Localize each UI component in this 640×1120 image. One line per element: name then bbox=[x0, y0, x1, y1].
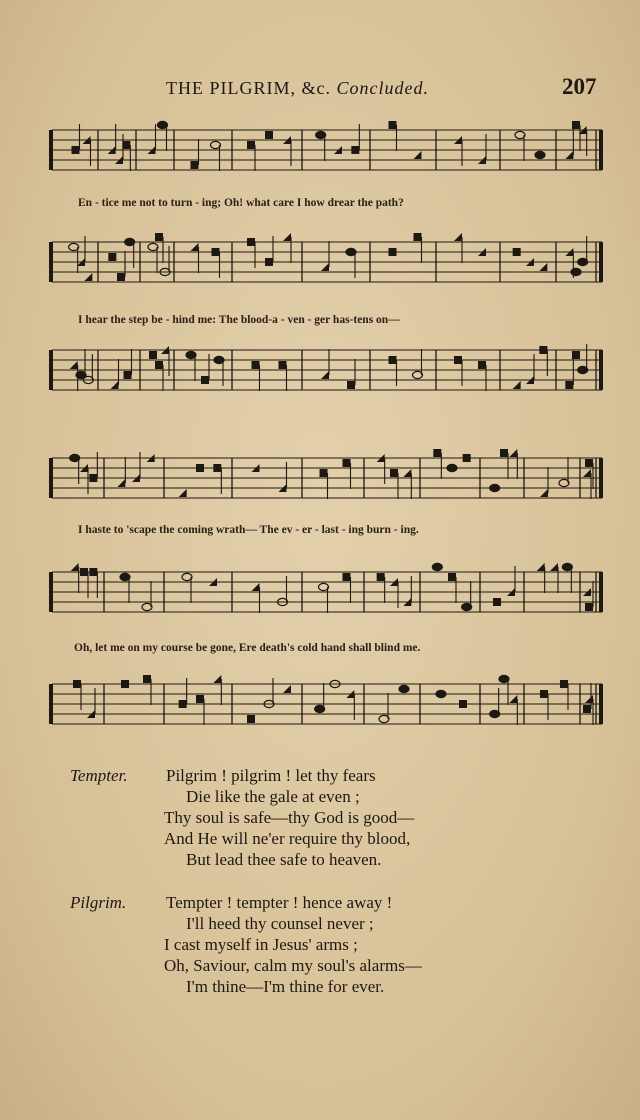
music-note bbox=[179, 700, 187, 708]
music-note bbox=[572, 351, 580, 359]
music-note bbox=[403, 469, 411, 477]
music-note bbox=[500, 449, 508, 457]
title-prefix: THE PILGRIM, &c. bbox=[166, 78, 331, 98]
music-note bbox=[583, 705, 591, 713]
music-note bbox=[89, 474, 97, 482]
music-note bbox=[490, 484, 500, 491]
music-note bbox=[433, 449, 441, 457]
final-barline bbox=[599, 684, 603, 724]
music-note bbox=[73, 680, 81, 688]
music-note bbox=[540, 690, 548, 698]
music-note bbox=[143, 675, 151, 683]
opening-barline bbox=[49, 684, 53, 724]
music-note bbox=[583, 469, 591, 477]
verse-line: And He will ne'er require thy blood, bbox=[164, 829, 411, 848]
final-barline bbox=[599, 458, 603, 498]
music-note bbox=[108, 253, 116, 261]
music-note bbox=[509, 695, 517, 703]
music-note bbox=[80, 568, 88, 576]
music-note bbox=[320, 469, 328, 477]
title-suffix: Concluded. bbox=[336, 78, 429, 98]
music-note bbox=[390, 469, 398, 477]
music-note bbox=[191, 243, 199, 251]
music-note bbox=[89, 568, 97, 576]
music-note bbox=[389, 248, 397, 256]
music-note bbox=[447, 464, 457, 471]
music-note bbox=[265, 131, 273, 139]
music-note bbox=[321, 371, 329, 379]
music-note bbox=[454, 356, 462, 364]
final-barline bbox=[599, 572, 603, 612]
music-note bbox=[585, 603, 593, 611]
page-number: 207 bbox=[562, 74, 597, 99]
final-barline bbox=[599, 242, 603, 282]
music-note bbox=[279, 361, 287, 369]
music-note bbox=[347, 381, 355, 389]
music-note bbox=[124, 371, 132, 379]
opening-barline bbox=[49, 130, 53, 170]
music-note bbox=[537, 563, 545, 571]
music-note bbox=[122, 141, 130, 149]
music-note bbox=[283, 233, 291, 241]
music-note bbox=[478, 361, 486, 369]
music-note bbox=[572, 121, 580, 129]
music-note bbox=[117, 273, 125, 281]
opening-barline bbox=[49, 458, 53, 498]
lyric-line: Oh, let me on my course be gone, Ere death's cold hand shall blind me. bbox=[74, 642, 421, 654]
music-note bbox=[265, 258, 273, 266]
music-note bbox=[377, 573, 385, 581]
music-note bbox=[247, 715, 255, 723]
music-note bbox=[212, 248, 220, 256]
music-note bbox=[247, 141, 255, 149]
verse-line: Oh, Saviour, calm my soul's alarms— bbox=[164, 956, 422, 975]
music-note bbox=[560, 680, 568, 688]
music-note bbox=[414, 233, 422, 241]
music-note bbox=[84, 273, 92, 281]
music-note bbox=[343, 459, 351, 467]
music-note bbox=[121, 680, 129, 688]
music-note bbox=[196, 695, 204, 703]
music-note bbox=[571, 268, 581, 275]
lyric-line: En - tice me not to turn - ing; Oh! what care I how drear the path? bbox=[78, 197, 404, 209]
music-note bbox=[343, 573, 351, 581]
music-note bbox=[565, 381, 573, 389]
music-note bbox=[252, 361, 260, 369]
music-note bbox=[540, 489, 548, 497]
opening-barline bbox=[49, 350, 53, 390]
music-note bbox=[454, 233, 462, 241]
music-note bbox=[436, 690, 446, 697]
music-note bbox=[565, 151, 573, 159]
verse-line: Die like the gale at even ; bbox=[186, 787, 360, 806]
verse-line: Pilgrim ! pilgrim ! let thy fears bbox=[166, 766, 376, 785]
music-note bbox=[539, 263, 547, 271]
music-note bbox=[111, 381, 119, 389]
final-barline bbox=[599, 350, 603, 390]
music-note bbox=[213, 675, 221, 683]
verse-line: Tempter ! tempter ! hence away ! bbox=[166, 893, 393, 912]
verse-line: Thy soul is safe—thy God is good— bbox=[164, 808, 415, 827]
music-note bbox=[550, 563, 558, 571]
music-note bbox=[399, 685, 409, 692]
music-note bbox=[509, 449, 517, 457]
lyric-line: I hear the step be - hind me: The blood-a - ven - ger has-tens on— bbox=[78, 314, 400, 326]
music-note bbox=[179, 489, 187, 497]
music-note bbox=[155, 361, 163, 369]
final-barline bbox=[599, 130, 603, 170]
verse-line: I cast myself in Jesus' arms ; bbox=[164, 935, 358, 954]
music-note bbox=[252, 583, 260, 591]
music-note bbox=[539, 346, 547, 354]
music-note bbox=[459, 700, 467, 708]
music-note bbox=[247, 238, 255, 246]
music-note bbox=[432, 563, 442, 570]
music-note bbox=[389, 356, 397, 364]
music-note bbox=[535, 151, 545, 158]
music-note bbox=[213, 464, 221, 472]
music-note bbox=[321, 263, 329, 271]
music-note bbox=[448, 573, 456, 581]
music-note bbox=[70, 361, 78, 369]
opening-barline bbox=[49, 572, 53, 612]
lyric-line: I haste to 'scape the coming wrath— The ev - er - last - ing burn - ing. bbox=[78, 524, 419, 536]
music-note bbox=[493, 598, 501, 606]
music-note bbox=[414, 151, 422, 159]
music-note bbox=[72, 146, 80, 154]
verse-line: I'll heed thy counsel never ; bbox=[186, 914, 374, 933]
music-note bbox=[351, 146, 359, 154]
music-note bbox=[149, 351, 157, 359]
speaker-label: Pilgrim. bbox=[70, 893, 127, 912]
music-note bbox=[513, 381, 521, 389]
music-note bbox=[196, 464, 204, 472]
music-note bbox=[585, 695, 593, 703]
music-note bbox=[117, 479, 125, 487]
music-note bbox=[155, 233, 163, 241]
music-note bbox=[191, 161, 199, 169]
music-note bbox=[585, 459, 593, 467]
music-note bbox=[513, 248, 521, 256]
music-note bbox=[283, 685, 291, 693]
opening-barline bbox=[49, 242, 53, 282]
music-note bbox=[201, 376, 209, 384]
verse-line: I'm thine—I'm thine for ever. bbox=[186, 977, 385, 996]
music-note bbox=[463, 454, 471, 462]
verse-line: But lead thee safe to heaven. bbox=[186, 850, 382, 869]
music-note bbox=[389, 121, 397, 129]
music-note bbox=[71, 563, 79, 571]
speaker-label: Tempter. bbox=[70, 766, 128, 785]
